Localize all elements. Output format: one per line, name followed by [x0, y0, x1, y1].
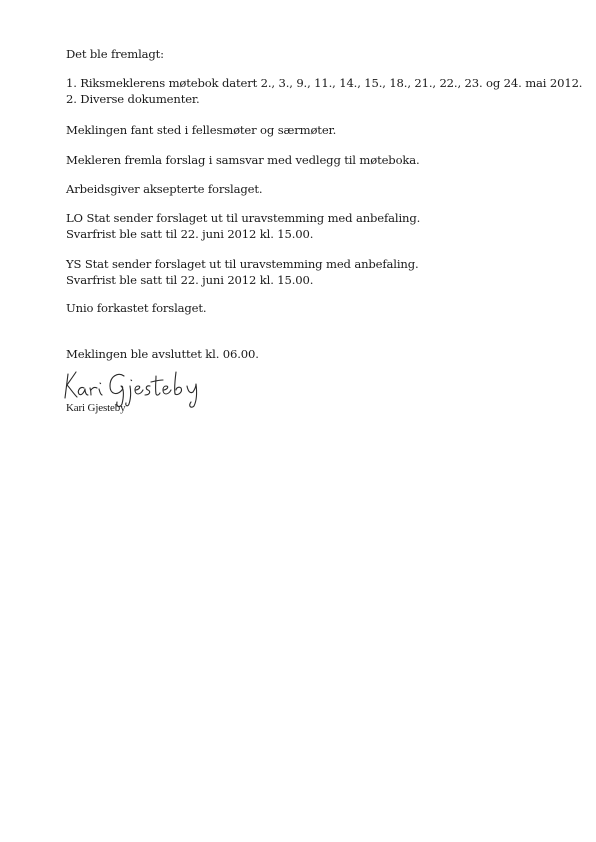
paragraph-ys-stat: YS Stat sender forslaget ut til uravstemming med anbefaling.: [66, 257, 419, 271]
paragraph-proposal: Mekleren fremla forslag i samsvar med vedlegg til møteboka.: [66, 153, 420, 167]
paragraph-meeting: Meklingen fant sted i fellesmøter og særmøter.: [66, 123, 337, 137]
paragraph-lo-stat: LO Stat sender forslaget ut til uravstemming med anbefaling.: [66, 211, 421, 225]
paragraph-ys-deadline: Svarfrist ble satt til 22. juni 2012 kl. 15.00.: [66, 273, 314, 287]
paragraph-lo-deadline: Svarfrist ble satt til 22. juni 2012 kl. 15.00.: [66, 227, 314, 241]
paragraph-unio: Unio forkastet forslaget.: [66, 301, 207, 315]
intro-item-1: 1. Riksmeklerens møtebok datert 2., 3., 9., 11., 14., 15., 18., 21., 22., 23. og 24. mai 2012.: [66, 76, 583, 90]
paragraph-closing: Meklingen ble avsluttet kl. 06.00.: [66, 347, 259, 361]
intro-item-2: 2. Diverse dokumenter.: [66, 92, 200, 106]
paragraph-employer: Arbeidsgiver aksepterte forslaget.: [66, 182, 263, 196]
printed-signatory-name: Kari Gjesteby: [66, 402, 126, 414]
intro-heading: Det ble fremlagt:: [66, 47, 164, 61]
